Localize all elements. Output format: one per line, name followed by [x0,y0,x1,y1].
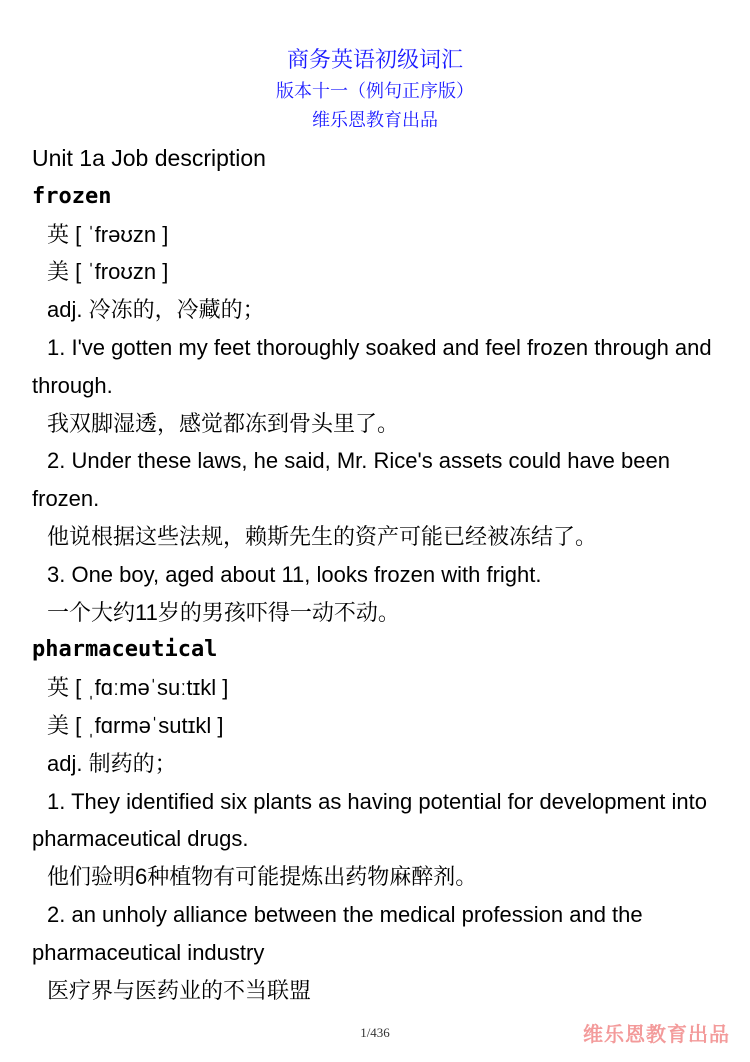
example-chinese: 医疗界与医药业的不当联盟 [47,977,312,1003]
publisher-line: 维乐恩教育出品 [312,110,438,130]
example-chinese: 一个大约11岁的男孩吓得一动不动。 [47,599,400,625]
example-english: 1. They identified six plants as having potential for development into pharmaceutical drugs. [32,788,707,852]
us-pronunciation: 美 [ ˈfroʊzn ] [47,259,169,285]
headword: pharmaceutical [32,637,218,663]
entry-frozen [32,178,722,632]
document-title: 商务英语初级词汇 [286,47,463,72]
example-english: 2. an unholy alliance between the medical profession and the pharmaceutical industry [32,901,643,965]
entry-pharmaceutical [32,631,722,1009]
example-english: 2. Under these laws, he said, Mr. Rice's assets could have been frozen. [32,448,670,512]
us-pronunciation: 美 [ ˌfɑrməˈsutɪkl ] [47,712,224,738]
document-subtitle: 版本十一（例句正序版） [276,81,474,101]
example-english: 1. I've gotten my feet thoroughly soaked and feel frozen through and through. [32,334,712,398]
headword: frozen [32,183,112,209]
page-number: 1/436 [360,1025,390,1040]
uk-pronunciation: 英 [ ˈfrəʊzn ] [47,221,169,247]
example-chinese: 他说根据这些法规，赖斯先生的资产可能已经被冻结了。 [47,523,598,549]
vocabulary-content [32,140,722,1009]
example-chinese: 他们验明6种植物有可能提炼出药物麻醉剂。 [47,864,478,890]
publisher-watermark: 维乐恩教育出品 [583,1024,730,1046]
part-of-speech-definition: adj. 冷冻的，冷藏的； [47,297,265,323]
uk-pronunciation: 英 [ ˌfɑːməˈsuːtɪkl ] [47,675,229,701]
example-chinese: 我双脚湿透，感觉都冻到骨头里了。 [47,410,400,436]
unit-title: Unit 1a Job description [32,145,266,171]
example-english: 3. One boy, aged about 11, looks frozen with fright. [47,561,542,587]
part-of-speech-definition: adj. 制药的； [47,750,177,776]
